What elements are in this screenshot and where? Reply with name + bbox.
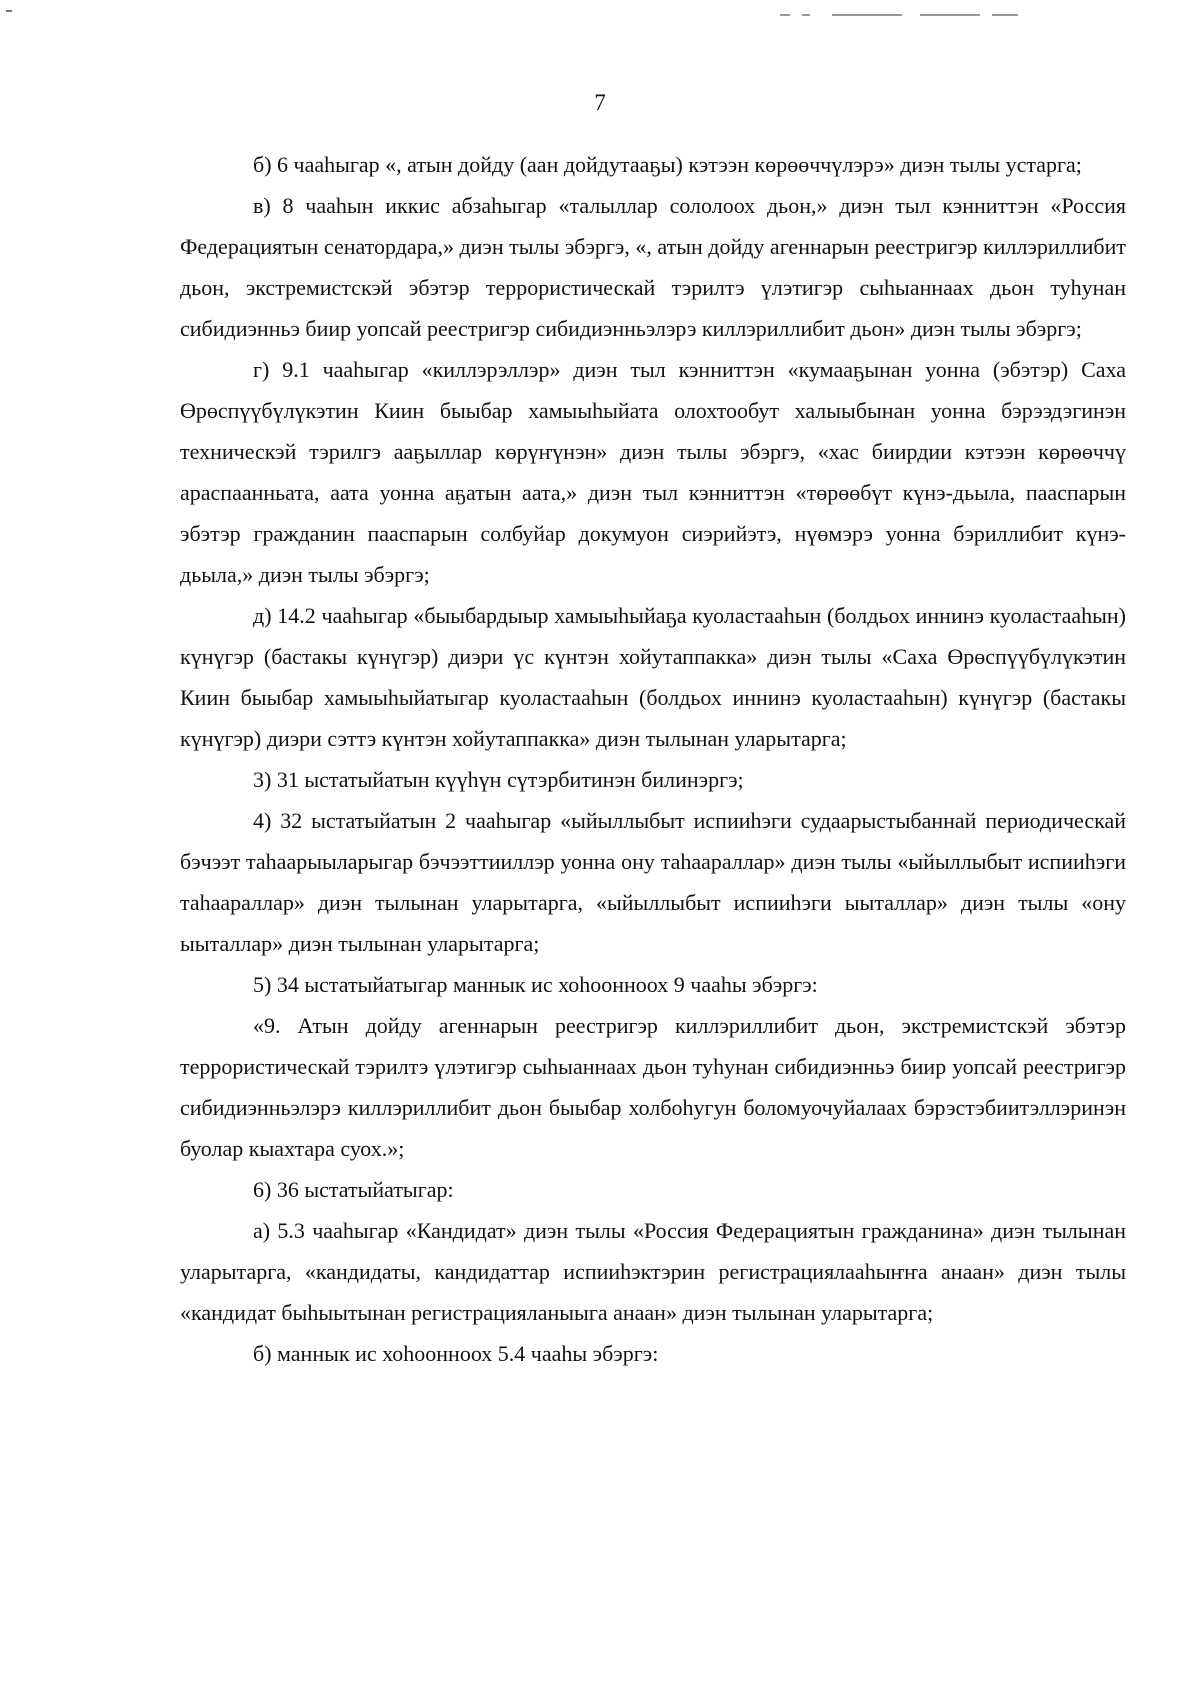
page-number: 7	[594, 90, 606, 115]
paragraph: 3) 31 ыстатыйатын күүһүн сүтэрбитинэн билинэргэ;	[253, 767, 744, 792]
scan-artifact-marks	[780, 14, 1080, 18]
paragraph: 4) 32 ыстатыйатын 2 чааһыгар «ыйыллыбыт испииһэги судаарыстыбаннай периодическай бэчээт таһаарыыларыгар бэчээттииллэр уонна ону таһаараллар» диэн тылы «ыйыллыбыт испииһэги таһаараллар» диэн тылынан уларытарга, «ыйыллыбыт испииһэги ыыталлар» диэн тылы «ону ыыталлар» диэн тылынан уларытарга;	[180, 808, 1126, 956]
scan-mark	[920, 14, 980, 16]
scan-mark	[802, 14, 810, 16]
scan-mark	[992, 14, 1018, 16]
paragraph: в) 8 чааһын иккис абзаһыгар «талыллар сололоох дьон,» диэн тыл кэнниттэн «Россия Федерациятын сенатордара,» диэн тылы эбэргэ, «, атын дойду агеннарын реестригэр киллэриллибит дьон, экстремистскэй эбэтэр террористическай тэрилтэ үлэтигэр сыһыаннаах дьон туһунан сибидиэнньэ биир уопсай реестригэр сибидиэнньэлэрэ киллэриллибит дьон» диэн тылы эбэргэ;	[180, 193, 1126, 341]
paragraph: 5) 34 ыстатыйатыгар маннык ис хоһоонноох 9 чааһы эбэргэ:	[253, 972, 818, 997]
scan-mark	[780, 14, 790, 16]
scan-mark	[832, 14, 902, 16]
paragraph: б) 6 чааһыгар «, атын дойду (аан дойдутааҕы) кэтээн көрөөччүлэрэ» диэн тылы устарга;	[253, 152, 1082, 177]
paragraph: «9. Атын дойду агеннарын реестригэр киллэриллибит дьон, экстремистскэй эбэтэр террористическай тэрилтэ үлэтигэр сыһыаннаах дьон туһунан сибидиэнньэ биир уопсай реестригэр сибидиэнньэлэрэ киллэриллибит дьон быыбар холбоһугун боломуочуйалаах бэрэстэбиитэллэринэн буолар кыахтара суох.»;	[180, 1013, 1126, 1161]
paragraph: 6) 36 ыстатыйатыгар:	[253, 1177, 454, 1202]
paragraph: а) 5.3 чааһыгар «Кандидат» диэн тылы «Россия Федерациятын гражданина» диэн тылынан уларытарга, «кандидаты, кандидаттар испииһэктэрин регистрациялааһыҥҥа анаан» диэн тылы «кандидат быһыытынан регистрацияланыыга анаан» диэн тылынан уларытарга;	[180, 1218, 1126, 1325]
paragraph: г) 9.1 чааһыгар «киллэрэллэр» диэн тыл кэнниттэн «кумааҕынан уонна (эбэтэр) Саха Өрөспүүбүлүкэтин Киин быыбар хамыыһыйата олохтообут халыыбынан уонна бэрээдэгинэн техническэй тэрилгэ ааҕыллар көрүҥүнэн» диэн тылы эбэргэ, «хас биирдии кэтээн көрөөччү араспаанньата, аата уонна аҕатын аата,» диэн тыл кэнниттэн «төрөөбүт күнэ-дьыла, пааспарын эбэтэр гражданин пааспарын солбуйар докумуон сиэрийэтэ, нүөмэрэ уонна бэриллибит күнэ-дьыла,» диэн тылы эбэргэ;	[180, 357, 1126, 587]
document-body	[180, 144, 1126, 1374]
paragraph: д) 14.2 чааһыгар «быыбардыыр хамыыһыйаҕа куоластааһын (болдьох иннинэ куоластааһын) күнүгэр (бастакы күнүгэр) диэри үс күнтэн хойутаппакка» диэн тылы «Саха Өрөспүүбүлүкэтин Киин быыбар хамыыһыйатыгар куоластааһын (болдьох иннинэ куоластааһын) күнүгэр (бастакы күнүгэр) диэри сэттэ күнтэн хойутаппакка» диэн тылынан уларытарга;	[180, 603, 1126, 751]
scan-corner-mark	[6, 10, 12, 12]
paragraph: б) маннык ис хоһоонноох 5.4 чааһы эбэргэ:	[253, 1341, 659, 1366]
